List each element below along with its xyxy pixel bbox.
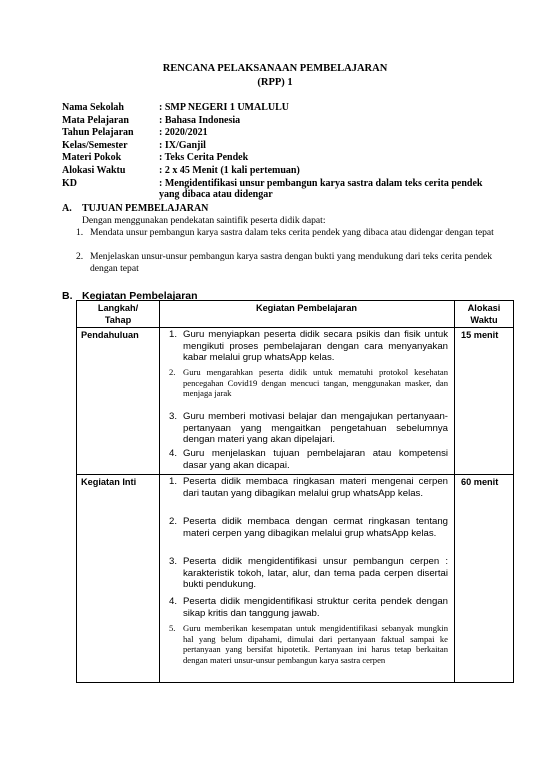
activity-number: 2.	[169, 367, 176, 377]
objective-number: 2.	[76, 251, 84, 262]
stage-label: Kegiatan Inti	[81, 477, 137, 487]
activity-number: 4.	[169, 448, 178, 459]
stage-label: Pendahuluan	[81, 330, 139, 340]
activity-number: 3.	[169, 556, 178, 567]
activity-text: Peserta didik mengidentifikasi struktur cerita pendek dengan sikap kritis dan tanggung jawab.	[183, 596, 448, 619]
info-label: Nama Sekolah	[62, 102, 124, 113]
info-value: : Mengidentifikasi unsur pembangun karya sastra dalam teks cerita pendek yang dibaca atau didengar	[159, 177, 483, 201]
activity-item	[169, 329, 448, 365]
section-title: Kegiatan Pembelajaran	[82, 290, 198, 302]
info-label: Tahun Pelajaran	[62, 127, 134, 139]
activity-text: Guru menjelaskan tujuan pembelajaran atau kompetensi dasar yang akan dicapai.	[183, 448, 448, 471]
info-label: KD	[62, 177, 77, 189]
document-title: RENCANA PELAKSANAAN PEMBELAJARAN	[162, 63, 388, 74]
activity-text: Guru memberikan kesempatan untuk mengidentifikasi sebanyak mungkin hal yang belum dipahami, dimulai dari pertanyaan faktual sampai ke pertanyaan yang bersifat hipotetik. Pertanyaan ini harus tetap berkaitan dengan materi unsur-unsur pembangun karya sastra cerpen	[183, 623, 448, 665]
activity-text: Peserta didik mengidentifikasi unsur pembangun cerpen : karakteristik tokoh, latar, alur, dan tema pada cerpen disertai bukti pendukung.	[183, 556, 448, 591]
activity-number: 5.	[169, 623, 176, 633]
activity-item	[169, 556, 448, 592]
activity-item	[169, 448, 448, 472]
info-value: : SMP NEGERI 1 UMALULU	[159, 102, 290, 113]
header-step-line2: Tahap	[104, 315, 132, 325]
row-divider	[77, 327, 513, 328]
objective-text: Mendata unsur pembangun karya sastra dalam teks cerita pendek yang dibaca atau didengar dengan tepat	[90, 227, 494, 238]
activity-item	[169, 623, 448, 681]
header-step-line1: Langkah/	[97, 303, 139, 313]
column-divider	[159, 301, 160, 682]
activity-item	[169, 411, 448, 447]
info-label: Alokasi Waktu	[62, 164, 126, 176]
activity-item	[169, 516, 448, 552]
duration-label: 15 menit	[461, 330, 499, 340]
activity-item	[169, 367, 448, 399]
activity-item	[169, 476, 448, 512]
section-title: TUJUAN PEMBELAJARAN	[82, 203, 209, 214]
document-subtitle: (RPP) 1	[257, 77, 293, 88]
duration-label: 60 menit	[461, 477, 499, 487]
column-divider	[454, 301, 455, 682]
row-divider	[77, 474, 513, 475]
info-value: : IX/Ganjil	[159, 139, 206, 151]
activity-text: Peserta didik membaca ringkasan materi mengenai cerpen dari tautan yang dibagikan melalui grup whatsApp kelas.	[183, 476, 448, 499]
activity-number: 2.	[169, 516, 178, 527]
activity-number: 4.	[169, 596, 178, 607]
info-value: : Teks Cerita Pendek	[159, 152, 249, 164]
activity-item	[169, 596, 448, 620]
section-number: A.	[62, 203, 72, 214]
header-activity: Kegiatan Pembelajaran	[255, 303, 358, 313]
info-value: : Bahasa Indonesia	[159, 114, 241, 126]
header-duration-line2: Waktu	[470, 315, 498, 325]
activities-table	[76, 300, 514, 683]
activity-text: Peserta didik membaca dengan cermat ringkasan tentang materi cerpen yang dibagikan melalui grup whatsApp kelas.	[183, 516, 448, 539]
header-duration-line1: Alokasi	[467, 303, 501, 313]
activity-number: 1.	[169, 329, 178, 340]
info-value: : 2 x 45 Menit (1 kali pertemuan)	[159, 164, 300, 176]
objective-number: 1.	[76, 227, 84, 238]
info-value: : 2020/2021	[159, 127, 208, 139]
info-label: Kelas/Semester	[62, 139, 128, 151]
section-intro: Dengan menggunakan pendekatan saintifik peserta didik dapat:	[82, 215, 326, 226]
section-number: B.	[62, 290, 73, 302]
header-duration	[454, 302, 514, 326]
header-step	[77, 302, 159, 326]
activity-number: 1.	[169, 476, 178, 487]
objective-text: Menjelaskan unsur-unsur pembangun karya sastra dengan bukti yang mendukung dari teks cerita pendek dengan tepat	[90, 251, 493, 274]
activity-text: Guru mengarahkan peserta didik untuk mematuhi protokol kesehatan pencegahan Covid19 dengan mencuci tangan, menggunakan masker, dan menjaga jarak	[183, 367, 448, 399]
activity-text: Guru menyiapkan peserta didik secara psikis dan fisik untuk mengikuti proses pembelajaran dengan cara menyanyakan kabar melalui grup whatsApp kelas.	[183, 329, 448, 364]
activity-number: 3.	[169, 411, 178, 422]
info-label: Mata Pelajaran	[62, 114, 129, 126]
info-label: Materi Pokok	[62, 152, 122, 164]
activity-text: Guru memberi motivasi belajar dan mengajukan pertanyaan-pertanyaan yang mengaitkan pengetahuan sebelumnya dengan materi yang akan dipelajari.	[183, 411, 448, 446]
